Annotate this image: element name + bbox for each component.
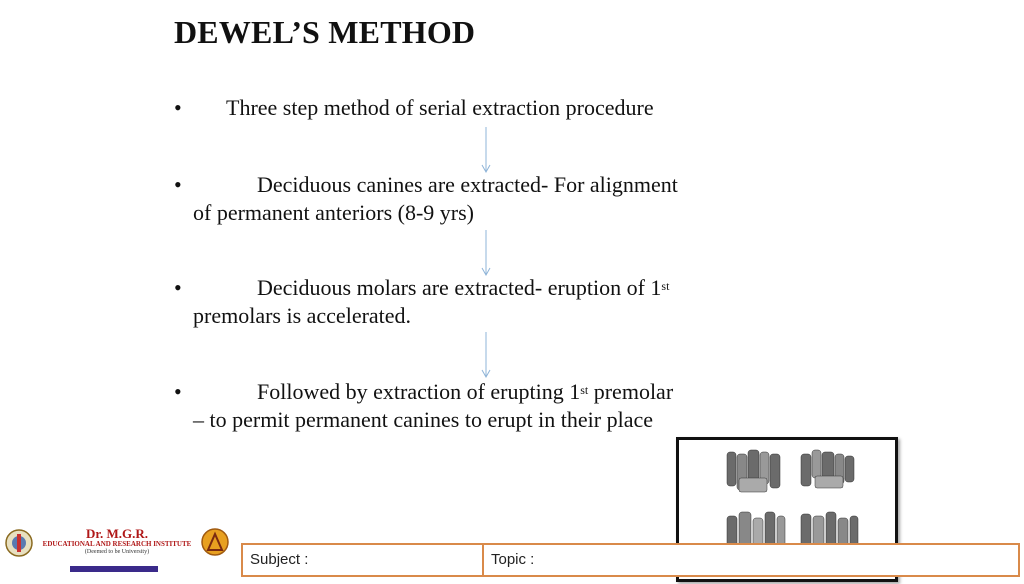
down-arrow-icon <box>481 127 491 173</box>
emblem-right-icon <box>201 528 229 556</box>
logo-name: Dr. M.G.R. <box>86 526 148 541</box>
institute-logo <box>0 524 240 575</box>
down-arrow-icon <box>481 332 491 378</box>
subject-label: Subject : <box>250 551 309 568</box>
bullet-dot: • <box>174 379 182 404</box>
bullet-dot: • <box>174 172 182 197</box>
bullet-text-line2: premolars is accelerated. <box>193 303 412 328</box>
bullet-text: Three step method of serial extraction procedure <box>226 95 654 120</box>
bullet-text-line1: Deciduous canines are extracted- For alignment <box>257 172 678 197</box>
logo-institute: EDUCATIONAL AND RESEARCH INSTITUTE <box>42 540 192 548</box>
topic-label: Topic : <box>491 551 535 568</box>
logo-deemed: (Deemed to be University) <box>84 549 150 555</box>
slide-title: DEWEL’S METHOD <box>174 14 476 50</box>
bullet-text-line1: Deciduous molars are extracted- eruption of 1st <box>257 275 670 300</box>
emblem-left-icon <box>4 528 34 558</box>
bullet-dot: • <box>174 95 182 120</box>
bullet-dot: • <box>174 275 182 300</box>
bullet-text-line1: Followed by extraction of erupting 1st premolar <box>257 379 674 404</box>
down-arrow-icon <box>481 230 491 276</box>
bullet-text-line2: of permanent anteriors (8-9 yrs) <box>193 200 475 225</box>
topic-field <box>484 543 1020 577</box>
bullet-text-line2: – to permit permanent canines to erupt in their place <box>193 407 654 432</box>
subject-field <box>241 543 484 577</box>
logo-strip <box>70 566 158 572</box>
